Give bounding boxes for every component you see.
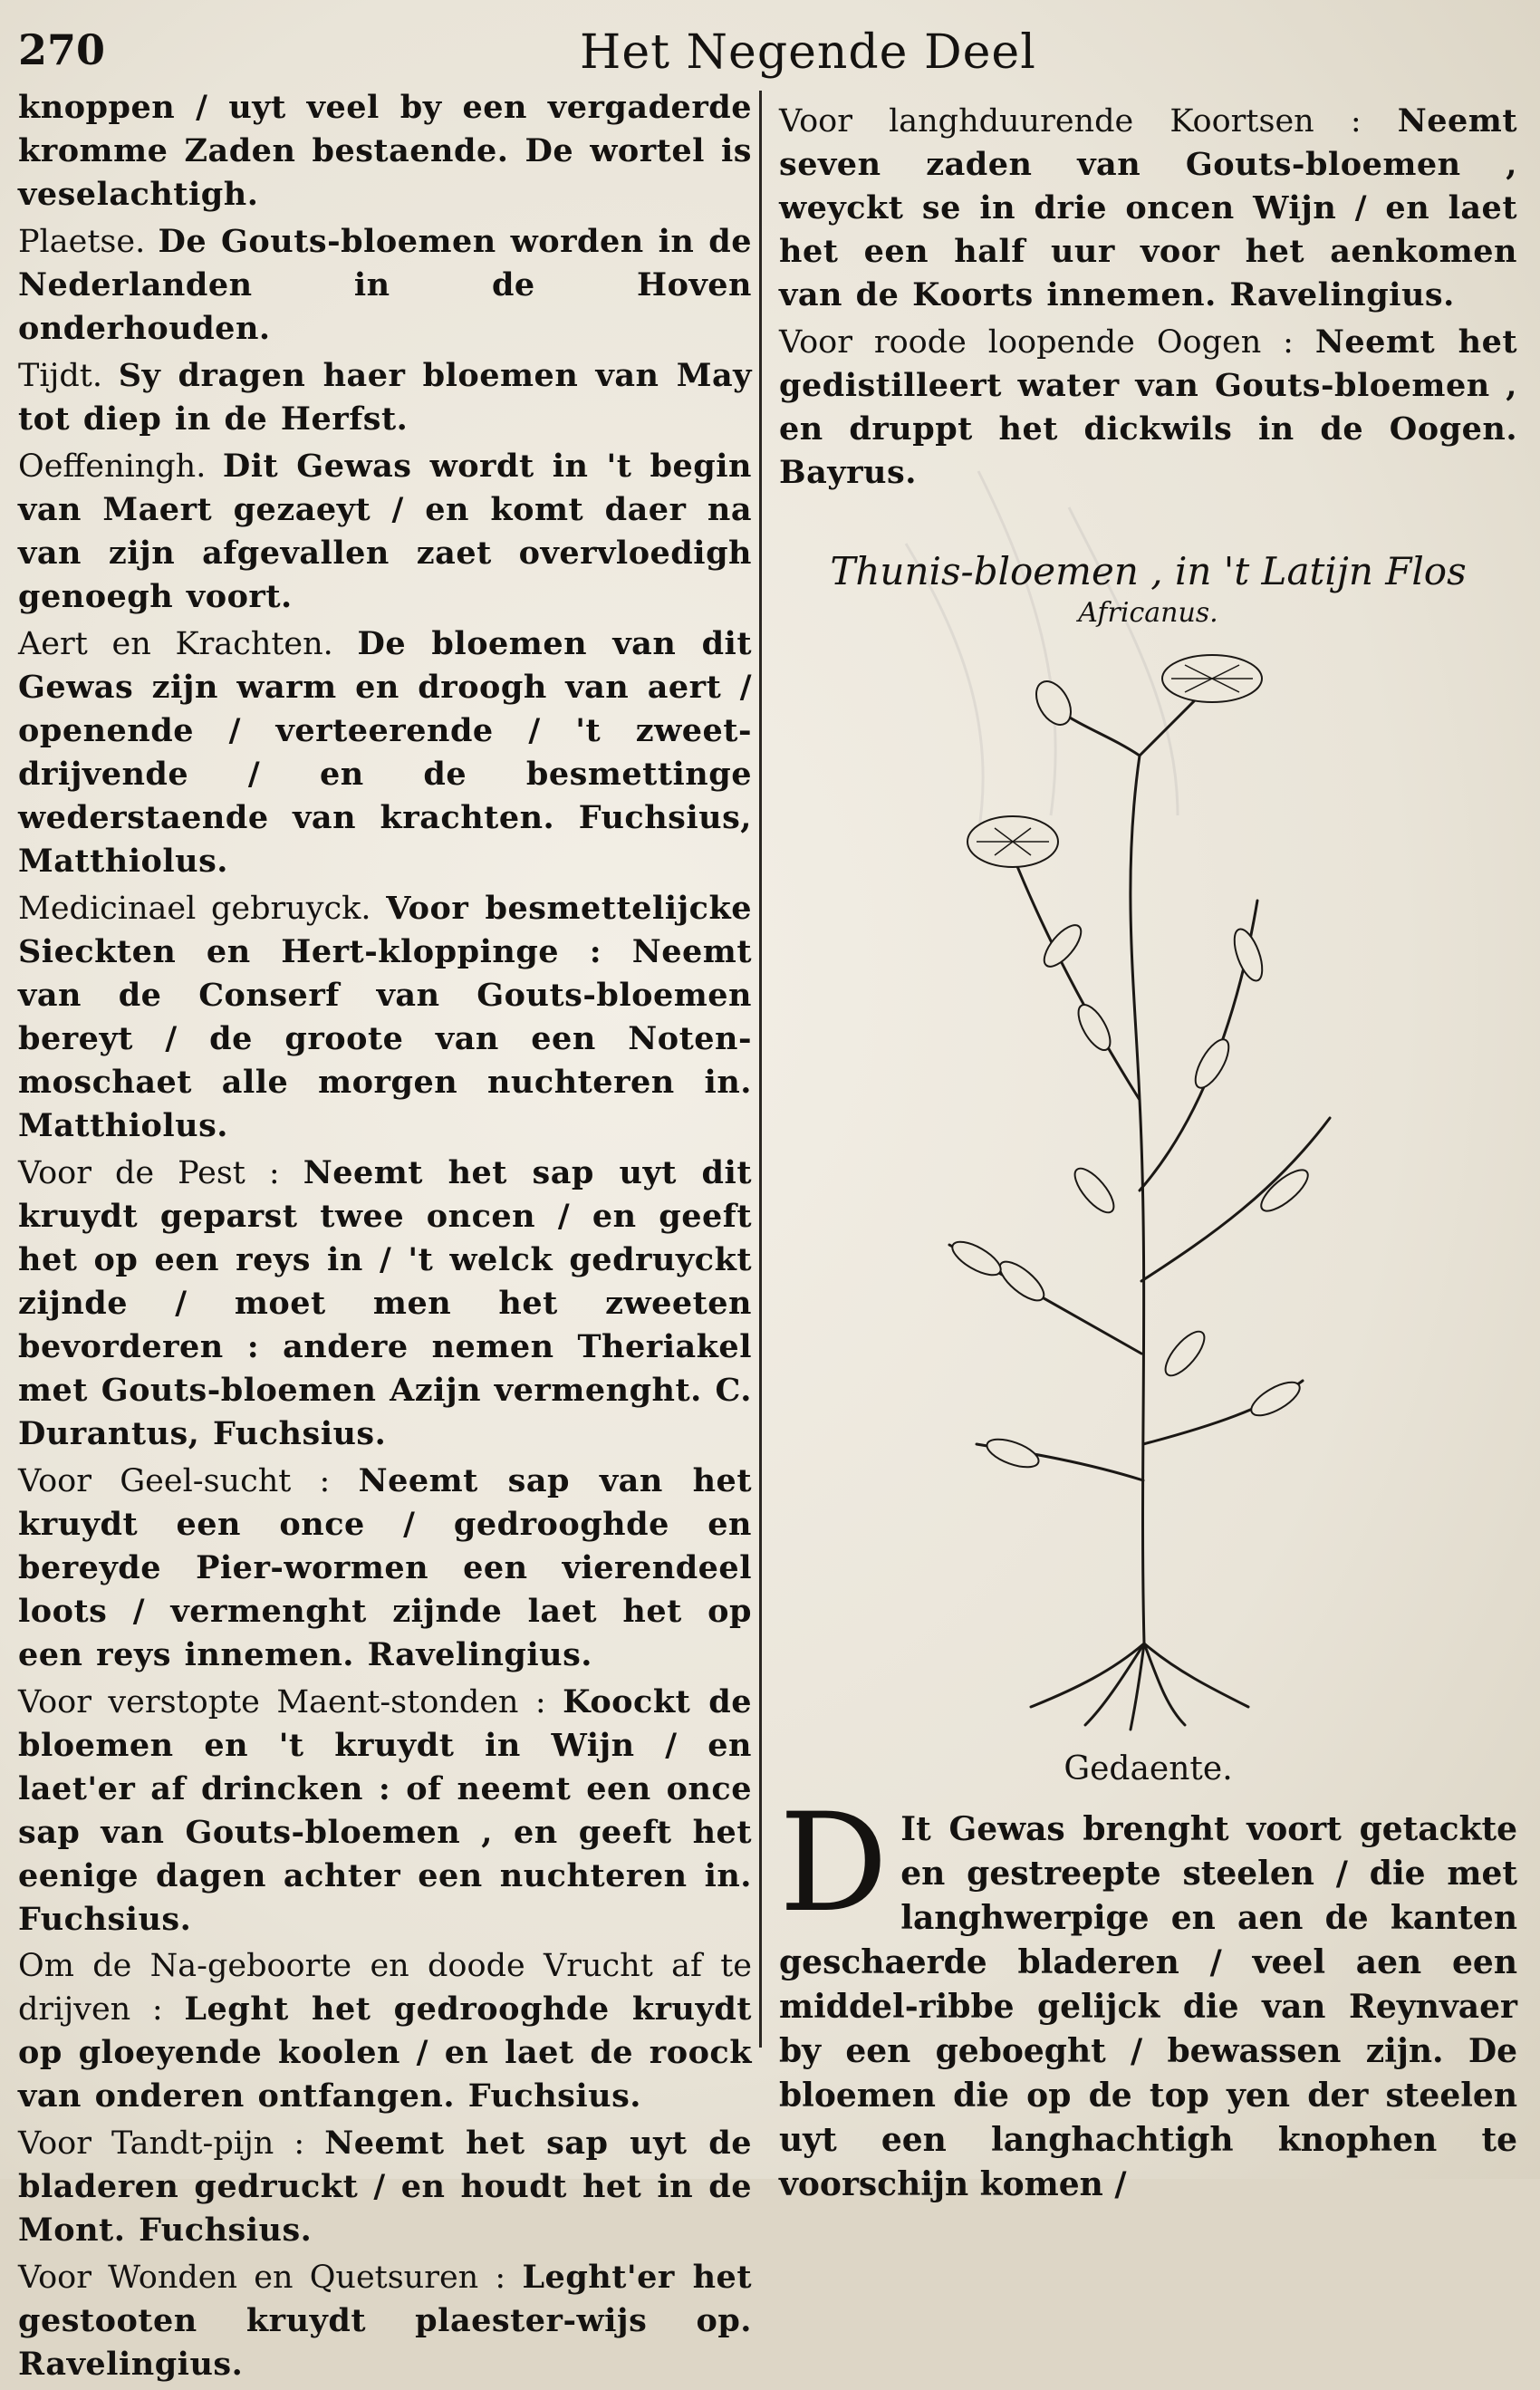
paragraph-aert-en-krachten: Aert en Krachten. De bloemen van dit Gewas zijn warm en droogh van aert / openende / verteerende / 't zweet-drijvende / en de besmettinge wederstaende van krachten. Fuchsius, Matthiolus. bbox=[18, 625, 752, 880]
paragraph-tijdt: Tijdt. Sy dragen haer bloemen van May tot diep in de Herfst. bbox=[18, 357, 752, 438]
plant-subtitle: Africanus. bbox=[1078, 597, 1218, 629]
right-column bbox=[779, 100, 1517, 2207]
description-text: It Gewas brenght voort getackte en gestreepte steelen / die met langhwerpige en aen de kanten geschaerde bladeren / veel aen een middel-ribbe gelijck die van Reynvaer by een geboeght / bewassen zijn. De bloemen die op de top yen der steelen uyt een langhachtigh knophen te voorschijn komen / bbox=[779, 1810, 1517, 2203]
paragraph-voor-de-pest: Voor de Pest : Neemt het sap uyt dit kruydt geparst twee oncen / en geeft het op een reys in / 't welck gedruyckt zijnde / moet men het zweeten bevorderen : andere nemen Theriakel met Gouts-bloemen Azijn vermenght. C. Durantus, Fuchsius. bbox=[18, 1154, 752, 1452]
paragraph-1: knoppen / uyt veel by een vergaderde kromme Zaden bestaende. De wortel is veselachtigh. bbox=[18, 89, 752, 213]
paragraph-langhduurende-koortsen: Voor langhduurende Koortsen : Neemt seven zaden van Gouts-bloemen , weyckt se in drie oncen Wijn / en laet het een half uur voor het aenkomen van de Koorts innemen. Ravelingius. bbox=[779, 102, 1517, 313]
paragraph-voor-verstopte-maent-stonden: Voor verstopte Maent-stonden : Koockt de bloemen en 't kruydt in Wijn / en laet'er af drincken : of neemt een once sap van Gouts-bloemen , en geeft het eenige dagen achter een nuchteren in. Fuchsius. bbox=[18, 1683, 752, 1938]
paragraph-voor-wonden: Voor Wonden en Quetsuren : Leght'er het gestooten kruydt plaester-wijs op. Ravelingius. bbox=[18, 2259, 752, 2383]
paragraph-oeffeningh: Oeffeningh. Dit Gewas wordt in 't begin van Maert gezaeyt / en komt daer na van zijn afgevallen zaet overvloedigh genoegh voort. bbox=[18, 448, 752, 615]
paragraph-na-geboorte: Om de Na-geboorte en doode Vrucht af te drijven : Leght het gedrooghde kruydt op gloeyende koolen / en laet de roock van onderen ontfangen. Fuchsius. bbox=[18, 1948, 752, 2115]
plant-woodcut-illustration bbox=[913, 647, 1384, 1734]
plant-description bbox=[779, 1785, 1517, 2207]
paragraph-voor-tandt-pijn: Voor Tandt-pijn : Neemt het sap uyt de bladeren gedruckt / en houdt het in de Mont. Fuchsius. bbox=[18, 2125, 752, 2249]
plant-title: Thunis-bloemen , in 't Latijn Flos bbox=[830, 549, 1467, 593]
left-column bbox=[18, 86, 752, 2390]
running-title: Het Negende Deel bbox=[580, 25, 1036, 80]
paragraph-voor-geel-sucht: Voor Geel-sucht : Neemt sap van het kruydt een once / gedrooghde en bereyde Pier-wormen een vierendeel loots / vermenght zijnde laet het op een reys innemen. Ravelingius. bbox=[18, 1462, 752, 1673]
illustration-caption: Gedaente. bbox=[1064, 1750, 1233, 1788]
page-number: 270 bbox=[18, 25, 106, 74]
page-header bbox=[18, 16, 1522, 89]
paragraph-roode-oogen: Voor roode loopende Oogen : Neemt het gedistilleert water van Gouts-bloemen , en druppt het dickwils in de Oogen. Bayrus. bbox=[779, 323, 1518, 491]
column-divider bbox=[759, 91, 762, 2048]
paragraph-plaetse: Plaetse. De Gouts-bloemen worden in de Nederlanden in de Hoven onderhouden. bbox=[18, 223, 752, 347]
paragraph-medicinael-gebruyck: Medicinael gebruyck. Voor besmettelijcke Sieckten en Hert-kloppinge : Neemt van de Conserf van Gouts-bloemen bereyt / de groote van een Noten-moschaet alle morgen nuchteren in. Matthiolus. bbox=[18, 890, 752, 1144]
drop-cap: D bbox=[779, 1785, 889, 1942]
